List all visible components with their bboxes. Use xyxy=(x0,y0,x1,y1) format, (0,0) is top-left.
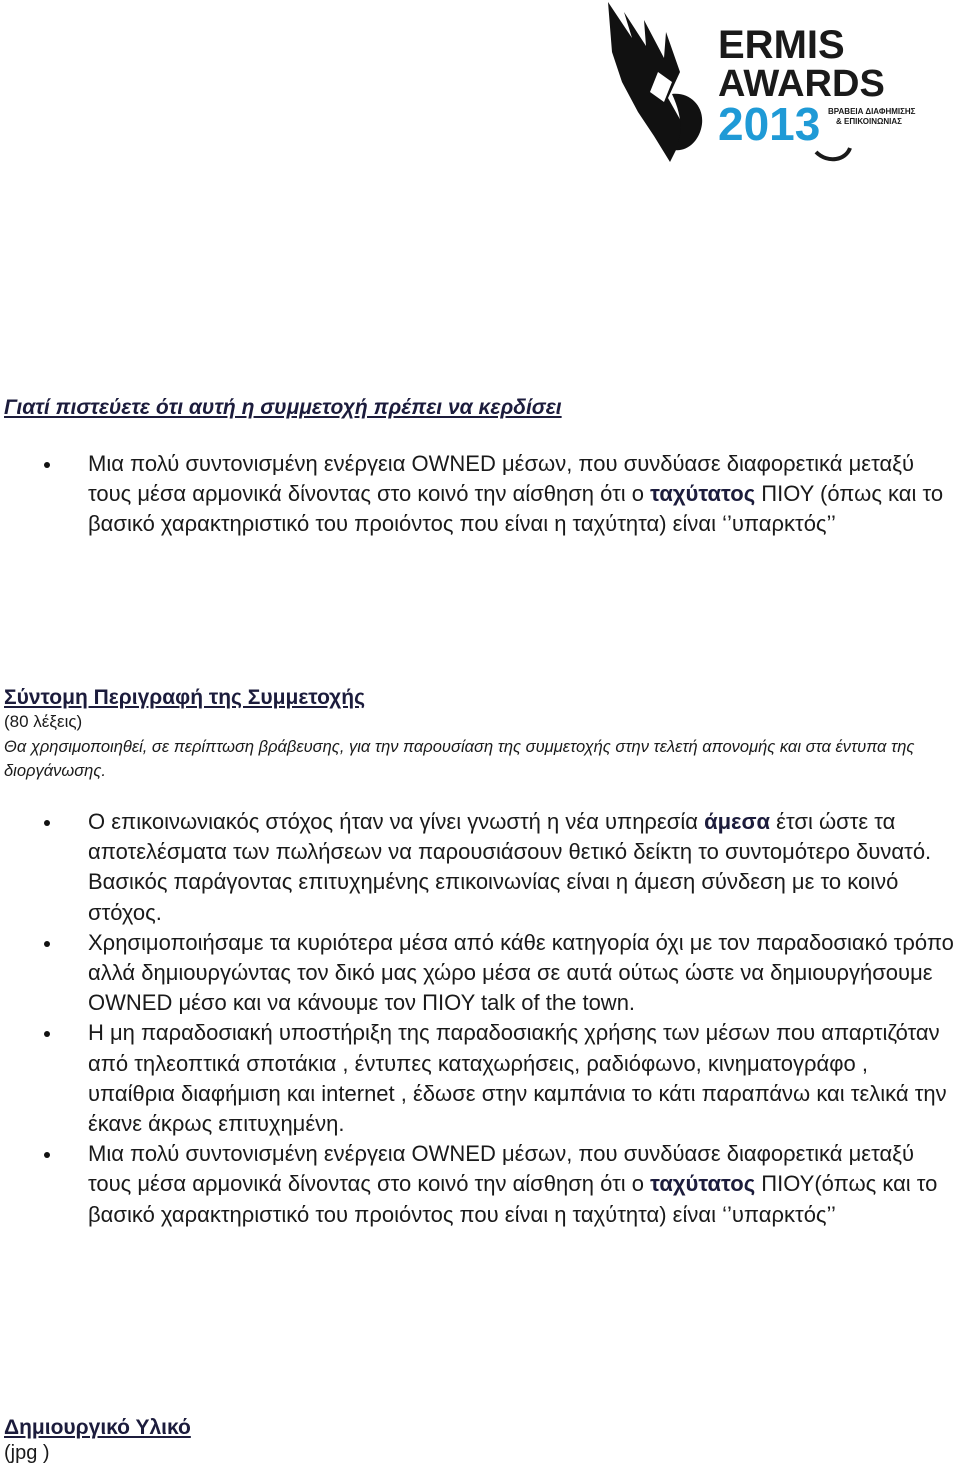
section-heading-short-description: Σύντομη Περιγραφή της Συμμετοχής xyxy=(4,686,365,709)
usage-note: Θα χρησιμοποιηθεί, σε περίπτωση βράβευσης, για την παρουσίαση της συμμετοχής στην τελετή απονομής και στα έντυπα της διοργάνωσης. xyxy=(4,738,915,780)
bullet-text: Η μη παραδοσιακή υποστήριξη της παραδοσιακής χρήσης των μέσων που απαρτιζόταν από τηλεοπτικά σποτάκια , έντυπες καταχωρήσεις, ραδιόφωνο, κινηματογράφο , υπαίθρια διαφήμιση και internet , έδωσε στην καμπάνια το κάτι παραπάνω και τελικά την έκανε άκρως επιτυχημένη. xyxy=(88,1020,947,1137)
logo-line1: ERMIS xyxy=(718,23,845,67)
bullet-icon xyxy=(44,462,50,468)
section-heading-why-win: Γιατί πιστεύετε ότι αυτή η συμμετοχή πρέπει να κερδίσει xyxy=(4,396,562,419)
list-item xyxy=(0,449,960,540)
bullet-icon xyxy=(44,941,50,947)
winged-head-emblem-icon xyxy=(608,2,702,162)
bullet-text: Χρησιμοποιήσαμε τα κυριότερα μέσα από κάθε κατηγορία όχι με τον παραδοσιακό τρόπο αλλά δημιουργώντας τον δικό μας χώρο μέσα σε αυτά ούτως ώστε να δημιουργήσουμε OWNED μέσο και να κάνουμε τον ΠΙΟΥ talk of the town. xyxy=(88,929,954,1016)
logo-tagline1: ΒΡΑΒΕΙΑ ΔΙΑΦΗΜΙΣΗΣ xyxy=(828,107,916,116)
bullet-text: ΠΙΟΥ(όπως και το βασικό χαρακτηριστικό του προιόντος που είναι η ταχύτητα) είναι ‘’υπαρκτός’’ xyxy=(88,1171,938,1227)
section-heading-creative-material: Δημιουργικό Υλικό xyxy=(4,1416,191,1439)
bullet-bold: ταχύτατος xyxy=(650,1171,756,1197)
bullet-text: Μια πολύ συντονισμένη ενέργεια OWNED μέσων, που συνδύασε διαφορετικά μεταξύ τους μέσα αρμονικά δίνοντας στο κοινό την αίσθηση ότι ο xyxy=(88,1141,915,1197)
why-win-list xyxy=(0,449,960,540)
bullet-icon xyxy=(44,1031,50,1037)
word-limit: (80 λέξεις) xyxy=(4,712,83,731)
list-item xyxy=(0,928,960,1019)
material-format: (jpg ) xyxy=(4,1442,50,1464)
list-item xyxy=(0,807,960,928)
list-item xyxy=(0,1139,960,1230)
bullet-text: Ο επικοινωνιακός στόχος ήταν να γίνει γνωστή η νέα υπηρεσία xyxy=(88,809,705,834)
bullet-text: έτσι ώστε τα αποτελέσματα των πωλήσεων να παρουσιάσουν θετικό δείκτη το συντομότερο δυνατό. Βασικός παράγοντας επιτυχημένης επικοινωνίας είναι η άμεση σύνδεση με το κοινό στόχος. xyxy=(88,809,932,925)
logo-year: 2013 xyxy=(718,98,821,150)
list-item xyxy=(0,1018,960,1139)
bullet-text: Μια πολύ συντονισμένη ενέργεια OWNED μέσων, που συνδύασε διαφορετικά μεταξύ τους μέσα αρμονικά δίνοντας στο κοινό την αίσθηση ότι ο xyxy=(88,451,915,507)
bullet-bold: ταχύτατος xyxy=(650,481,756,507)
logo-tagline2: & ΕΠΙΚΟΙΝΩΝΙΑΣ xyxy=(836,117,902,126)
bullet-bold: άμεσα xyxy=(704,809,771,834)
bullet-icon xyxy=(44,820,50,826)
description-list xyxy=(0,807,960,1230)
bullet-icon xyxy=(44,1152,50,1158)
bullet-text: ΠΙΟΥ (όπως και το βασικό χαρακτηριστικό του προιόντος που είναι η ταχύτητα) είναι ‘’υπαρκτός’’ xyxy=(88,481,944,537)
logo-line2: AWARDS xyxy=(718,63,885,105)
logo-swoosh-icon xyxy=(816,148,850,159)
ermis-awards-logo xyxy=(598,2,916,168)
